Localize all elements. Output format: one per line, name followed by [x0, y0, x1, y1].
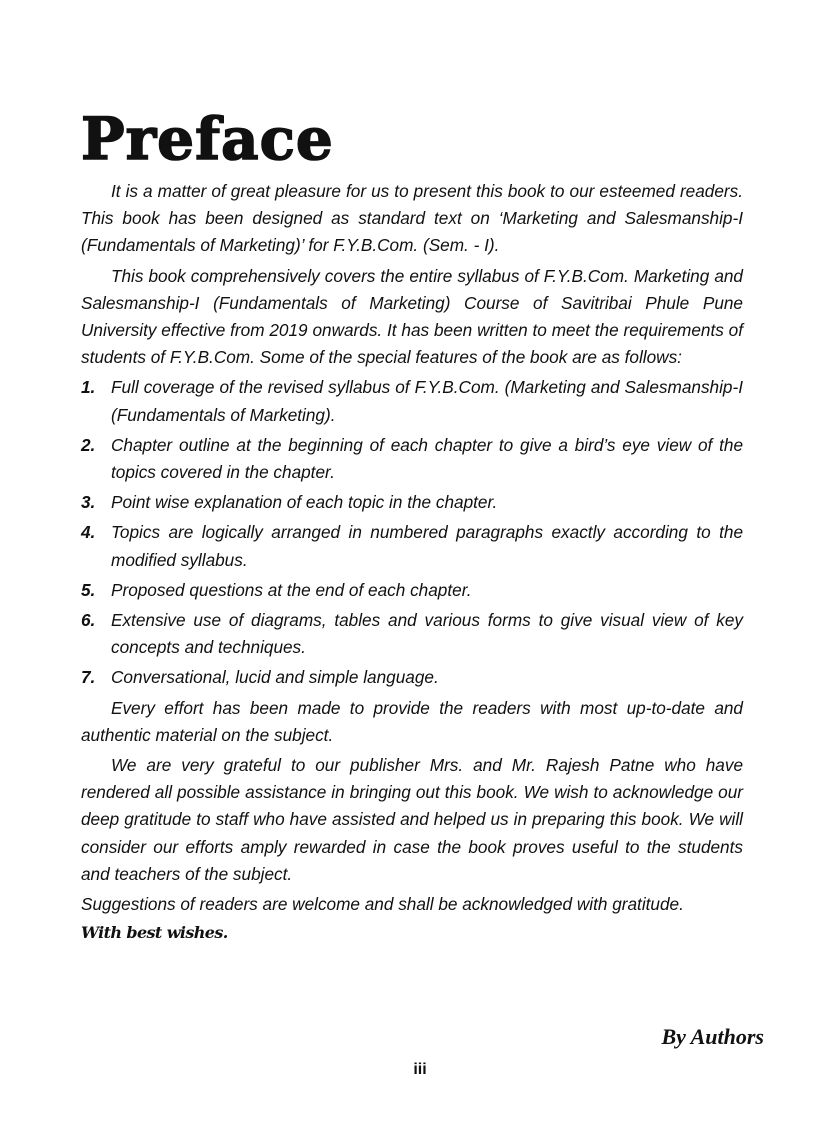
feature-item	[81, 432, 743, 486]
intro-paragraph-2: This book comprehensively covers the entire syllabus of F.Y.B.Com. Marketing and Salesmanship-I (Fundamentals of Marketing) Course of Savitribai Phule Pune University effective from 2019 onwards. It has been written to meet the requirements of students of F.Y.B.Com. Some of the special features of the book are as follows:	[81, 265, 743, 368]
outro-paragraph-2: We are very grateful to our publisher Mrs. and Mr. Rajesh Patne who have rendered all possible assistance in bringing out this book. We wish to acknowledge our deep gratitude to staff who have assisted and helped us in preparing this book. We will consider our efforts amply rewarded in case the book proves useful to the students and teachers of the subject.	[81, 755, 743, 884]
feature-item	[81, 519, 743, 573]
suggestions-paragraph: Suggestions of readers are welcome and shall be acknowledged with gratitude.	[81, 894, 684, 915]
feature-item	[81, 607, 743, 661]
feature-item	[81, 577, 743, 604]
closing-line: With best wishes.	[81, 923, 228, 943]
feature-text: Conversational, lucid and simple language.	[111, 667, 439, 688]
feature-item	[81, 489, 743, 516]
intro-paragraph-1: It is a matter of great pleasure for us to present this book to our esteemed readers. This book has been designed as standard text on ‘Marketing and Salesmanship-I (Fundamentals of Marketing)’ for F.Y.B.Com. (Sem. - I).	[81, 181, 743, 256]
feature-text: Extensive use of diagrams, tables and various forms to give visual view of key concepts and techniques.	[111, 610, 743, 658]
feature-number: 7.	[81, 667, 96, 688]
feature-number: 1.	[81, 377, 96, 398]
preface-body	[81, 178, 743, 945]
feature-item	[81, 374, 743, 428]
outro-paragraph-1: Every effort has been made to provide the readers with most up-to-date and authentic material on the subject.	[81, 697, 743, 745]
page-title: Preface	[81, 105, 334, 173]
feature-text: Topics are logically arranged in numbered paragraphs exactly according to the modified syllabus.	[111, 522, 743, 570]
page-number: iii	[413, 1061, 427, 1078]
feature-number: 5.	[81, 579, 96, 600]
feature-number: 3.	[81, 492, 96, 513]
feature-text: Chapter outline at the beginning of each chapter to give a bird’s eye view of the topics covered in the chapter.	[111, 434, 743, 483]
signature: By Authors	[661, 1024, 764, 1049]
feature-number: 2.	[81, 434, 96, 455]
feature-text: Point wise explanation of each topic in the chapter.	[111, 492, 498, 513]
feature-text: Proposed questions at the end of each chapter.	[111, 579, 472, 600]
features-list	[81, 374, 743, 691]
feature-item	[81, 664, 743, 691]
feature-text: Full coverage of the revised syllabus of F.Y.B.Com. (Marketing and Salesmanship-I (Fundamentals of Marketing).	[111, 377, 743, 425]
feature-number: 6.	[81, 610, 96, 631]
feature-number: 4.	[81, 522, 96, 543]
